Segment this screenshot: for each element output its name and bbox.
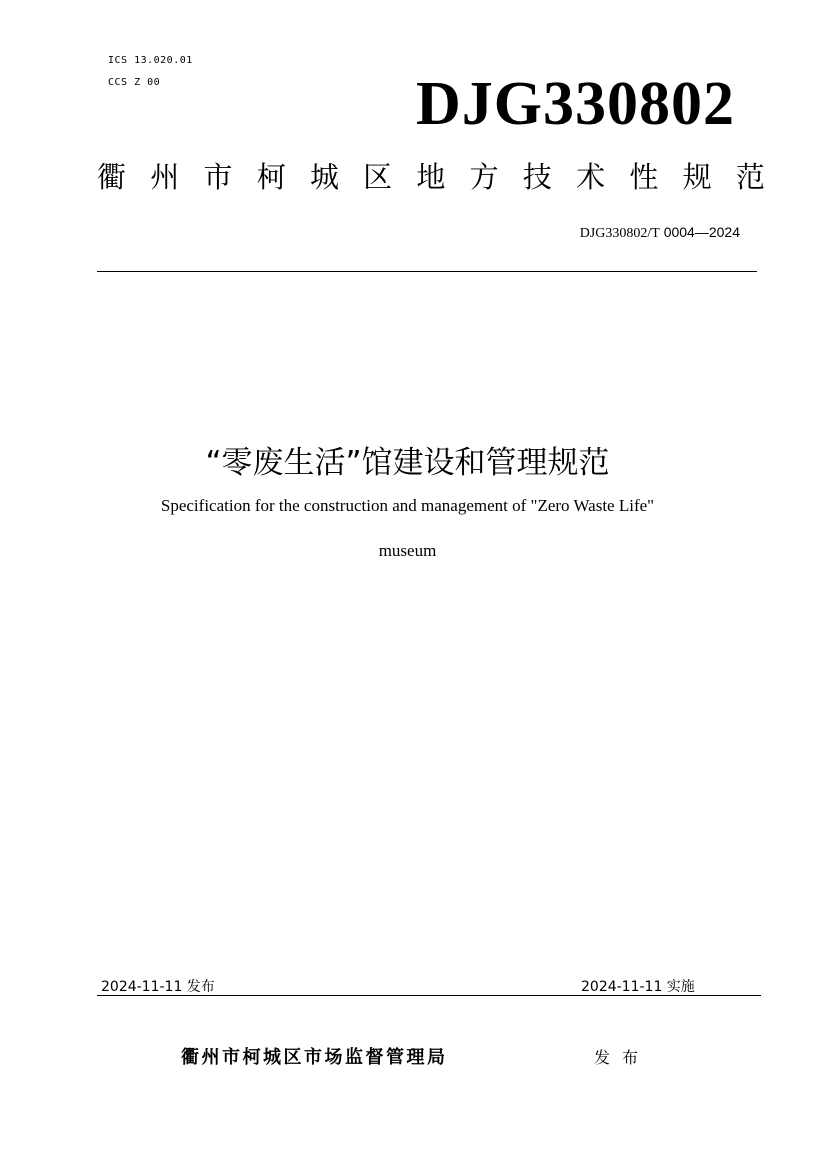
issuing-authority-action: 发布 [594, 1048, 651, 1067]
implementation-date: 2024-11-11 实施 [581, 979, 695, 995]
standard-number [440, 222, 740, 244]
document-title-chinese: “零废生活”馆建设和管理规范 [205, 445, 610, 481]
standard-code-heading: DJG330802 [416, 70, 735, 138]
header-divider [97, 271, 757, 272]
standard-type-char: 市 [203, 160, 233, 194]
standard-number-suffix: 0004—2024 [659, 224, 740, 240]
standard-type-char: 术 [576, 160, 606, 194]
standard-type-char: 规 [682, 160, 712, 194]
standard-type-char: 衢 [97, 160, 127, 194]
standard-type-char: 范 [735, 160, 765, 194]
standard-type-char: 技 [522, 160, 552, 194]
standard-type-char: 州 [150, 160, 180, 194]
standard-type-char: 地 [416, 160, 446, 194]
document-title-english-line2: museum [378, 541, 437, 560]
issuing-authority: 衢州市柯城区市场监督管理局 [181, 1047, 448, 1068]
standard-type-char: 方 [469, 160, 499, 194]
issue-date: 2024-11-11 发布 [101, 979, 215, 995]
ics-code: ICS 13.020.01 [108, 55, 193, 66]
standard-type-char: 性 [629, 160, 659, 194]
standard-type-char: 区 [363, 160, 393, 194]
footer-divider [97, 995, 761, 996]
standard-number-prefix: DJG330802/T [579, 226, 660, 241]
standard-type-char: 城 [309, 160, 339, 194]
standard-type-heading [97, 155, 765, 199]
ccs-code: CCS Z 00 [108, 77, 161, 88]
standard-type-char: 柯 [256, 160, 286, 194]
document-title-english-line1: Specification for the construction and management of "Zero Waste Life" [160, 496, 655, 515]
